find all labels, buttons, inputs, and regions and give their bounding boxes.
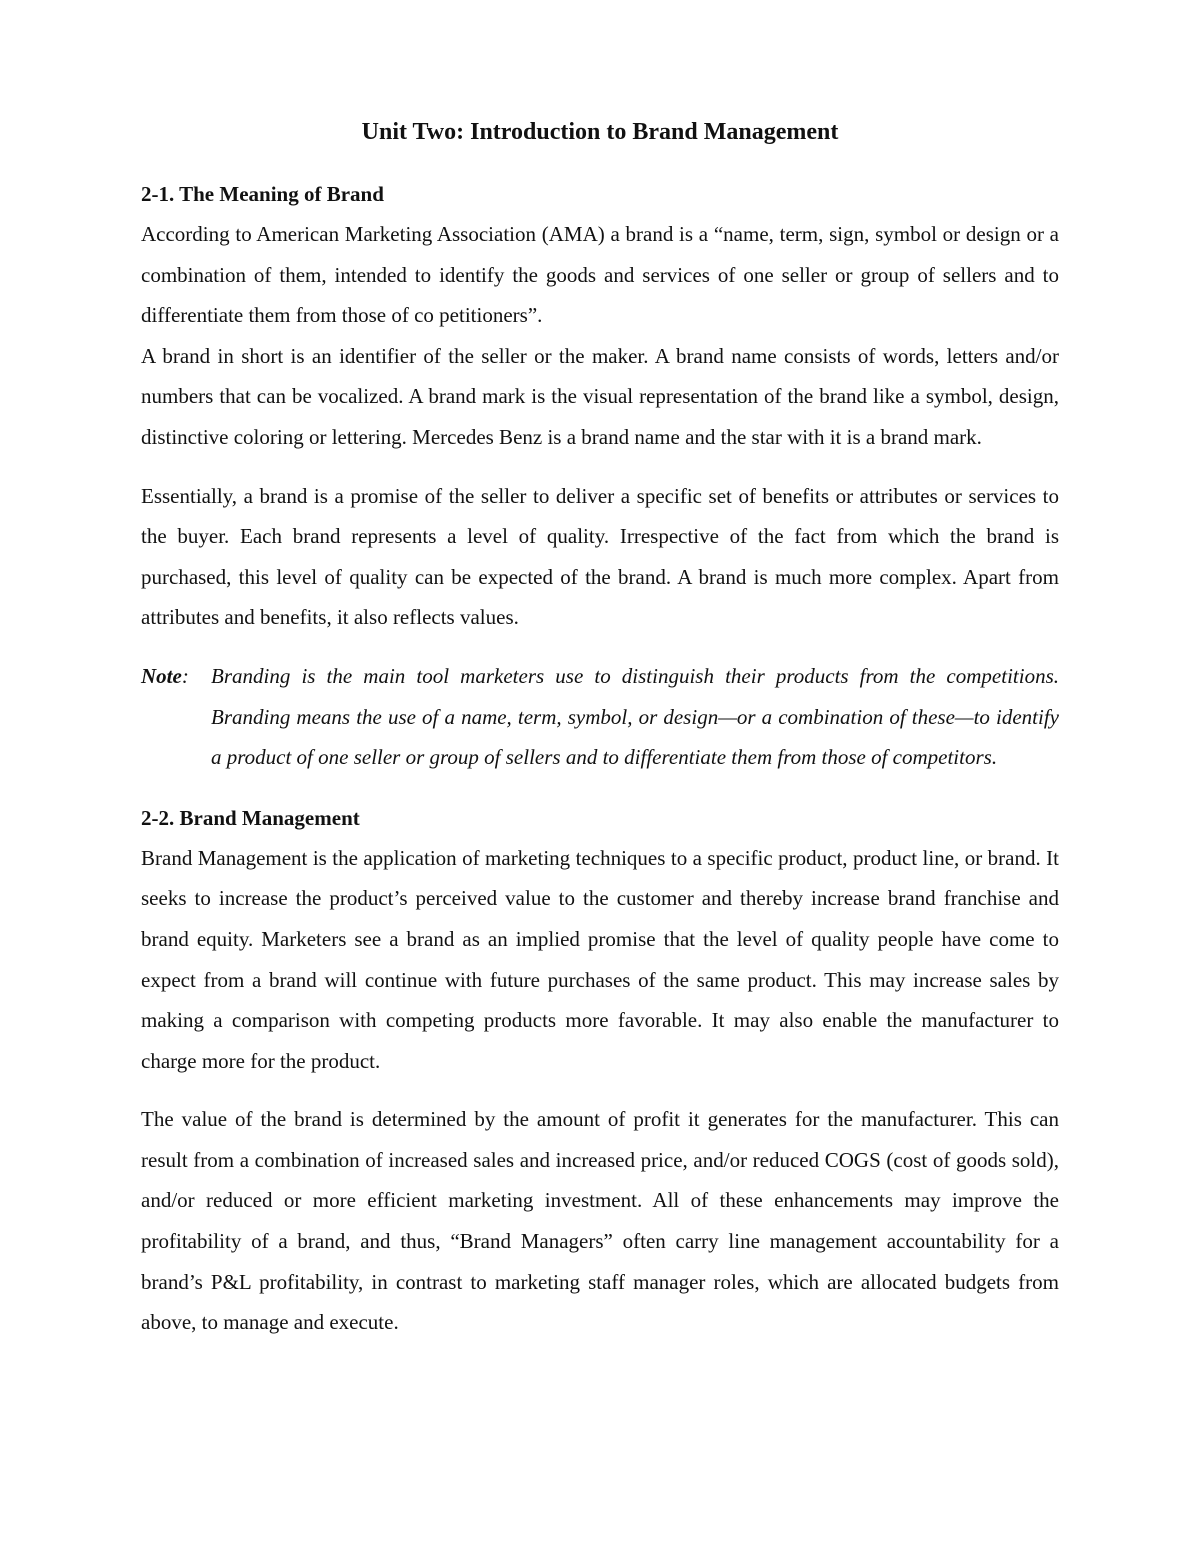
note-colon: :	[181, 663, 189, 688]
section-heading-meaning-of-brand: 2-1. The Meaning of Brand	[141, 182, 384, 206]
section-heading-brand-management: 2-2. Brand Management	[141, 805, 360, 830]
page-title: Unit Two: Introduction to Brand Management	[361, 119, 839, 145]
paragraph-ama-definition: According to American Marketing Association (AMA) a brand is a “name, term, sign, symbol or design or a combination of them, intended to identify the goods and services of one seller or group of sellers and to differentiate them from those of co petitioners”.	[141, 222, 1059, 328]
note-label	[141, 656, 211, 778]
paragraph-brand-management-definition: Brand Management is the application of marketing techniques to a specific product, product line, or brand. It seeks to increase the product’s perceived value to the customer and thereby increase brand franchise and brand equity. Marketers see a brand as an implied promise that the level of quality people have come to expect from a brand will continue with future purchases of the same product. This may increase sales by making a comparison with competing products more favorable. It may also enable the manufacturer to charge more for the product.	[141, 845, 1059, 1073]
note-label-text: Note	[141, 663, 182, 688]
note-text: Branding is the main tool marketers use to distinguish their products from the competitions. Branding means the use of a name, term, symbol, or design—or a combination of these—to identify a product of one seller or group of sellers and to differentiate them from those of competitors.	[211, 663, 1059, 770]
paragraph-brand-promise: Essentially, a brand is a promise of the seller to deliver a specific set of benefits or attributes or services to the buyer. Each brand represents a level of quality. Irrespective of the fact from which the brand is purchased, this level of quality can be expected of the brand. A brand is much more complex. Apart from attributes and benefits, it also reflects values.	[141, 483, 1059, 630]
paragraph-brand-value: The value of the brand is determined by the amount of profit it generates for the manufacturer. This can result from a combination of increased sales and increased price, and/or reduced COGS (cost of goods sold), and/or reduced or more efficient marketing investment. All of these enhancements may improve the profitability of a brand, and thus, “Brand Managers” often carry line management accountability for a brand’s P&L profitability, in contrast to marketing staff manager roles, which are allocated budgets from above, to manage and execute.	[141, 1107, 1059, 1335]
document-page	[141, 112, 1059, 1343]
note-block	[141, 656, 1059, 778]
paragraph-brand-identifier: A brand in short is an identifier of the seller or the maker. A brand name consists of words, letters and/or numbers that can be vocalized. A brand mark is the visual representation of the brand like a symbol, design, distinctive coloring or lettering. Mercedes Benz is a brand name and the star with it is a brand mark.	[141, 343, 1059, 449]
